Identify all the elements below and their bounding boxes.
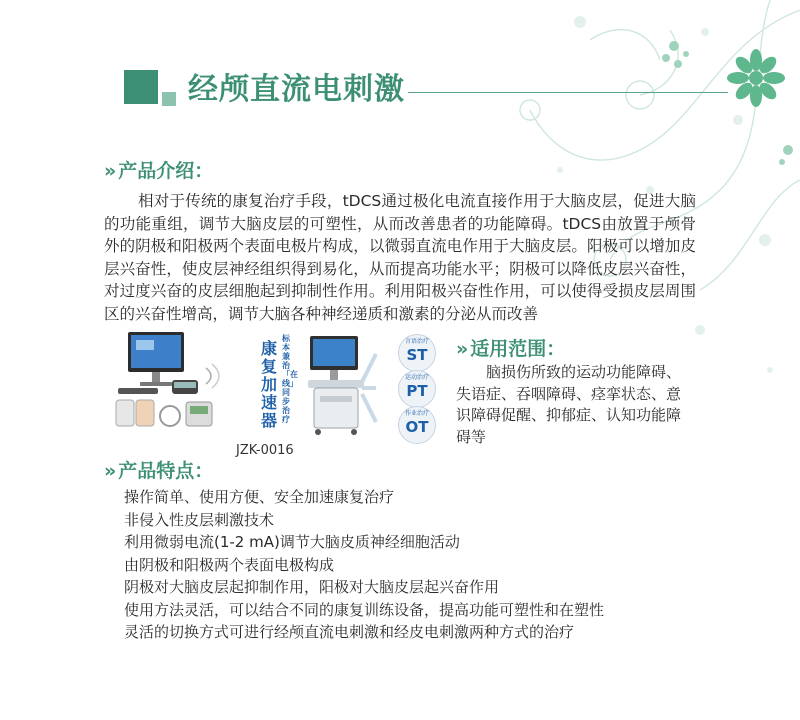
section-marker-icon: » (456, 338, 469, 360)
product-name-char: 康 (260, 339, 277, 358)
scope-heading: 适用范围： (470, 338, 566, 360)
product-name-char: 复 (260, 357, 277, 376)
feature-item: 利用微弱电流(1-2 mA)调节大脑皮质神经细胞活动 (124, 533, 460, 551)
section-marker-icon: » (104, 160, 117, 182)
product-name-char: 速 (260, 393, 277, 412)
title-rule (408, 92, 728, 93)
badge-ot (398, 406, 436, 444)
feature-item: 由阴极和阳极两个表面电极构成 (124, 555, 335, 574)
feature-item: 灵活的切换方式可进行经颅直流电刺激和经皮电刺激两种方式的治疗 (124, 623, 575, 641)
feature-item: 使用方法灵活，可以结合不同的康复训练设备，提高功能可塑性和在塑性 (124, 600, 605, 619)
intro-heading: 产品介绍： (118, 160, 214, 182)
product-machine (300, 332, 380, 436)
section-marker-icon: » (104, 460, 117, 482)
badge-caption: 运动治疗 (404, 374, 429, 381)
product-name-char: 器 (260, 411, 277, 430)
product-illustration (248, 328, 448, 438)
features-list (124, 486, 604, 644)
scope-text: 脑损伤所致的运动功能障碍、失语症、吞咽障碍、痉挛状态、意识障碍促醒、抑郁症、认知功能障碍等 (456, 363, 682, 446)
feature-item: 操作简单、使用方便、安全加速康复治疗 (124, 488, 395, 506)
device-set-illustration (110, 328, 230, 433)
product-name (258, 340, 280, 430)
feature-item: 阴极对大脑皮层起抑制作用，阳极对大脑皮层起兴奋作用 (124, 578, 500, 596)
badge-label: OT (405, 418, 429, 436)
feature-item: 非侵入性皮层刺激技术 (124, 510, 275, 529)
badge-st (398, 334, 436, 372)
badge-caption: 作业治疗 (404, 410, 429, 417)
badge-label: ST (406, 346, 428, 364)
features-heading: 产品特点： (118, 460, 214, 482)
intro-heading-row (104, 156, 213, 183)
title-square-large (124, 70, 158, 104)
badge-label: PT (406, 382, 428, 400)
scope-heading-row (456, 334, 565, 361)
features-heading-row (104, 456, 213, 483)
badge-caption: 言语治疗 (404, 338, 429, 345)
badge-pt (398, 370, 436, 408)
product-model: JZK-0016 (236, 443, 294, 458)
product-name-char: 加 (260, 375, 277, 394)
title-square-small (162, 92, 176, 106)
page-title: 经颅直流电刺激 (188, 72, 405, 107)
product-slogan: 标本兼治「在线」同步治疗 (282, 334, 298, 424)
intro-text: 相对于传统的康复治疗手段，tDCS通过极化电流直接作用于大脑皮层，促进大脑的功能重组，调节大脑皮层的可塑性，从而改善患者的功能障碍。tDCS由放置于颅骨外的阴极和阳极两个表面电极片构成，以微弱直流电作用于大脑皮层。阳极可以增加皮层兴奋性，使皮层神经组织得到易化，从而提高功能水平；阴极可以降低皮层兴奋性，对过度兴奋的皮层细胞起到抑制性作用。利用阳极兴奋性作用，可以使得受损皮层周围区的兴奋性增高，调节大脑各种神经递质和激素的分泌从而改善 (104, 192, 696, 323)
